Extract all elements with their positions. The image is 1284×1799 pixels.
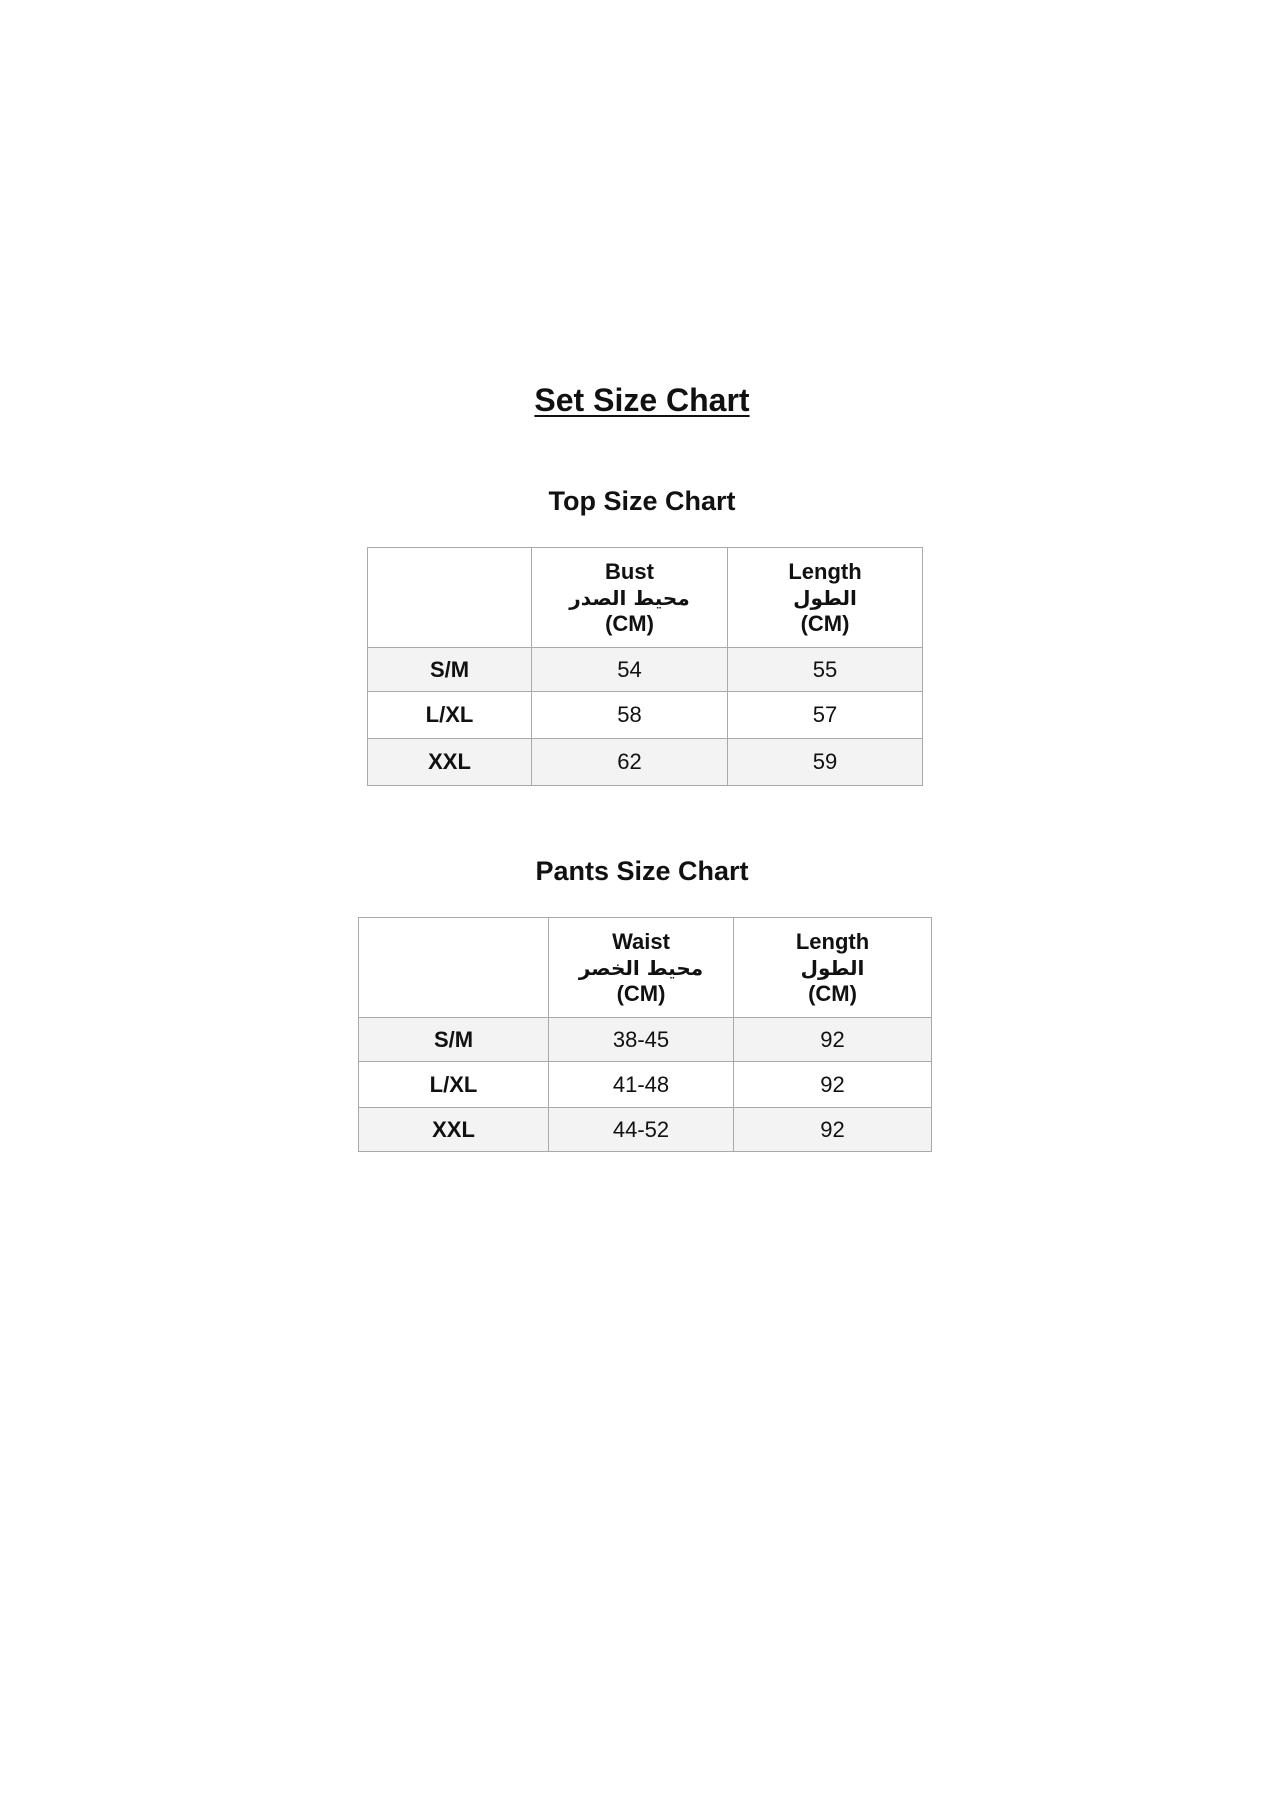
bust-value: 58 bbox=[532, 692, 728, 739]
size-label: S/M bbox=[359, 1018, 549, 1062]
table-row bbox=[359, 1108, 932, 1152]
pants-size-table bbox=[358, 917, 932, 1152]
header-waist bbox=[549, 918, 734, 1018]
header-unit: (CM) bbox=[808, 980, 857, 1006]
table-row bbox=[368, 692, 923, 739]
header-label-en: Waist bbox=[612, 928, 670, 954]
table-row bbox=[359, 1062, 932, 1108]
table-row bbox=[368, 739, 923, 786]
header-length bbox=[728, 548, 923, 648]
length-value: 57 bbox=[728, 692, 923, 739]
top-size-chart-title: Top Size Chart bbox=[548, 486, 736, 516]
header-unit: (CM) bbox=[616, 980, 666, 1006]
size-label: XXL bbox=[359, 1108, 549, 1152]
length-value: 92 bbox=[734, 1018, 932, 1062]
length-value: 92 bbox=[734, 1108, 932, 1152]
corner-cell bbox=[368, 548, 532, 648]
header-label-ar: الطول bbox=[793, 585, 857, 610]
header-label-ar: الطول bbox=[800, 955, 865, 980]
table-row bbox=[368, 648, 923, 692]
table-row bbox=[359, 1018, 932, 1062]
header-bust bbox=[532, 548, 728, 648]
table-header-row bbox=[359, 918, 932, 1018]
header-length bbox=[734, 918, 932, 1018]
top-size-table bbox=[367, 547, 923, 786]
waist-value: 44-52 bbox=[549, 1108, 734, 1152]
bust-value: 54 bbox=[532, 648, 728, 692]
header-label-ar: محيط الخصر bbox=[578, 955, 704, 980]
table-header-row bbox=[368, 548, 923, 648]
size-label: L/XL bbox=[359, 1062, 549, 1108]
header-label-en: Length bbox=[795, 928, 870, 954]
header-unit: (CM) bbox=[605, 610, 654, 636]
size-label: S/M bbox=[368, 648, 532, 692]
corner-cell bbox=[359, 918, 549, 1018]
header-label-ar: محيط الصدر bbox=[569, 585, 690, 610]
length-value: 92 bbox=[734, 1062, 932, 1108]
header-unit: (CM) bbox=[800, 610, 850, 636]
size-label: XXL bbox=[368, 739, 532, 786]
length-value: 55 bbox=[728, 648, 923, 692]
size-label: L/XL bbox=[368, 692, 532, 739]
waist-value: 41-48 bbox=[549, 1062, 734, 1108]
header-label-en: Bust bbox=[605, 558, 654, 584]
length-value: 59 bbox=[728, 739, 923, 786]
page-title: Set Size Chart bbox=[534, 382, 750, 418]
waist-value: 38-45 bbox=[549, 1018, 734, 1062]
bust-value: 62 bbox=[532, 739, 728, 786]
pants-size-chart-title: Pants Size Chart bbox=[535, 856, 749, 886]
header-label-en: Length bbox=[788, 558, 862, 584]
